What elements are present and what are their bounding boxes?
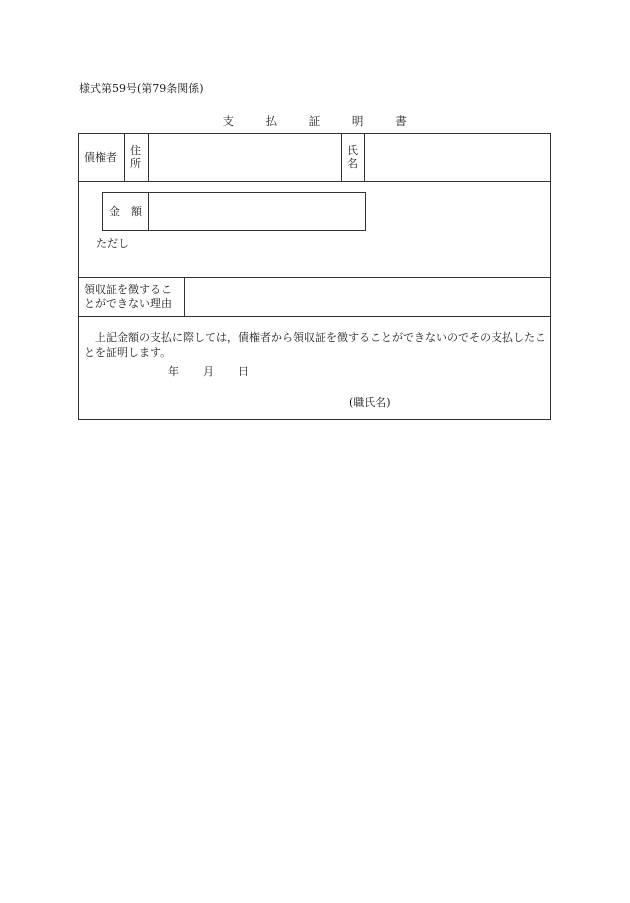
column-divider (148, 193, 149, 230)
date-month-label: 月 (203, 365, 214, 378)
address-label-top: 住 (130, 144, 141, 157)
title-char: 書 (395, 114, 407, 128)
name-label-top: 氏 (347, 144, 358, 157)
title-char: 払 (265, 114, 278, 128)
document-title (78, 113, 551, 129)
column-divider (364, 134, 365, 181)
row-divider (79, 277, 550, 278)
date-day-label: 日 (238, 365, 249, 378)
payment-certificate-form (78, 133, 551, 420)
address-label-bottom: 所 (130, 157, 141, 170)
row-divider (79, 181, 550, 182)
form-number: 様式第59号(第79条関係) (79, 82, 204, 95)
column-divider (184, 277, 185, 316)
reason-label-line1: 領収証を徴するこ (84, 283, 172, 296)
row-divider (79, 316, 550, 317)
proviso-label: ただし (96, 237, 129, 250)
date-year-label: 年 (168, 365, 179, 378)
certification-statement: 上記金額の支払に際しては，債権者から領収証を徴することができないのでその支払したことを証明します。 (84, 331, 546, 359)
official-name-label: (職氏名) (349, 396, 391, 409)
column-divider (148, 134, 149, 181)
title-char: 証 (308, 114, 321, 128)
creditor-label: 債権者 (84, 151, 117, 164)
amount-box (102, 192, 366, 231)
column-divider (124, 134, 125, 181)
reason-label-line2: とができない理由 (84, 297, 172, 310)
column-divider (341, 134, 342, 181)
title-char: 明 (351, 114, 364, 128)
title-char: 支 (222, 114, 234, 128)
amount-label: 金 額 (109, 205, 142, 218)
name-label-bottom: 名 (347, 157, 358, 170)
